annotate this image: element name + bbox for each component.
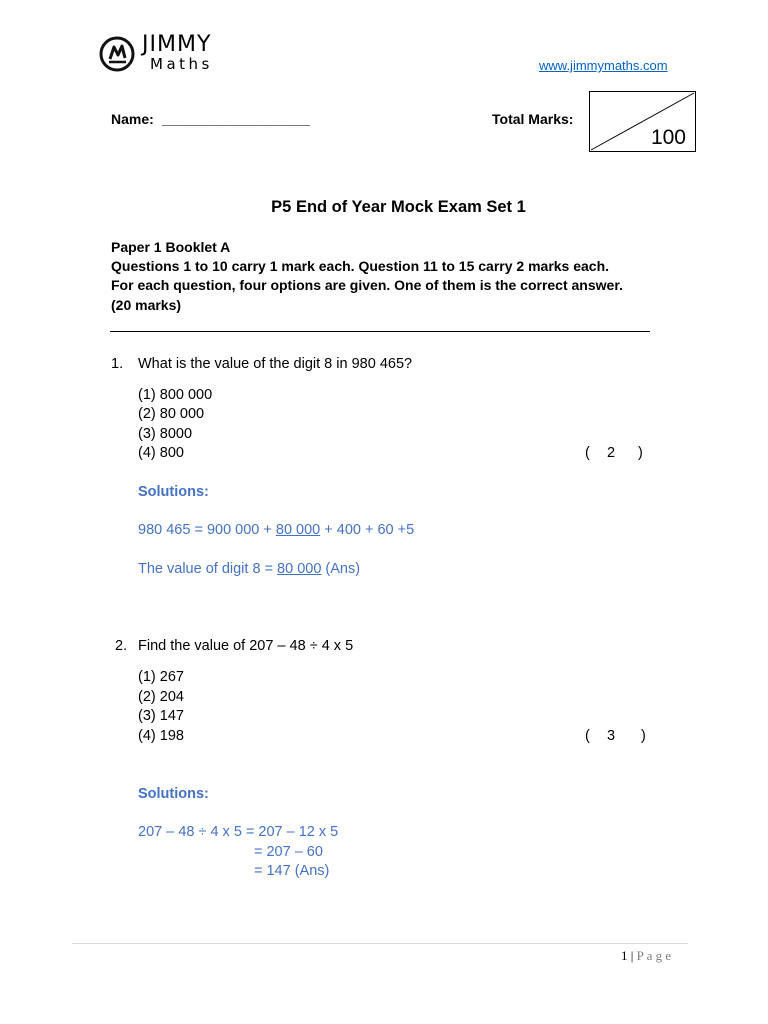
question-1-number: 1.: [111, 356, 124, 372]
question-1-option-1: (1) 800 000: [138, 387, 213, 403]
logo-emblem-icon: [98, 35, 136, 73]
logo-name: JIMMY: [142, 32, 212, 57]
question-1-option-3: (3) 8000: [138, 426, 193, 442]
solution-text: 980 465 = 900 000 +: [138, 522, 276, 538]
page-footer: [621, 948, 671, 964]
answer-bracket-open: (: [585, 445, 590, 461]
solution-text: The value of digit 8 =: [138, 561, 278, 577]
question-2-option-2: (2) 204: [138, 689, 184, 705]
question-2-text: Find the value of 207 – 48 ÷ 4 x 5: [138, 638, 354, 654]
total-marks-box: [589, 91, 696, 152]
question-2-step-3: = 147 (Ans): [254, 863, 330, 879]
exam-title: P5 End of Year Mock Exam Set 1: [271, 198, 526, 216]
question-2-solutions-label: Solutions:: [138, 786, 209, 802]
total-marks-value: 100: [650, 126, 686, 149]
question-2-step-2: = 207 – 60: [254, 844, 323, 860]
logo-sub: Maths: [150, 55, 213, 73]
answer-bracket-close: ): [638, 445, 643, 461]
question-2-number: 2.: [115, 638, 128, 654]
solution-underlined: 80 000: [277, 561, 322, 577]
question-1-text: What is the value of the digit 8 in 980 465?: [138, 356, 413, 372]
page-separator: |: [630, 948, 634, 963]
question-2-option-1: (1) 267: [138, 669, 184, 685]
instruction-1: Questions 1 to 10 carry 1 mark each. Question 11 to 15 carry 2 marks each.: [111, 258, 610, 274]
total-marks-label: Total Marks:: [492, 111, 574, 127]
paper-label: Paper 1 Booklet A: [111, 239, 231, 255]
footer-divider: [72, 943, 688, 944]
logo: [98, 33, 238, 75]
page-number: 1: [621, 948, 628, 963]
question-1-solutions-label: Solutions:: [138, 484, 209, 500]
page-label: P a g e: [636, 948, 672, 963]
question-1-solution-line-2: [138, 560, 360, 580]
question-1-option-4: (4) 800: [138, 445, 184, 461]
instruction-2: For each question, four options are given. One of them is the correct answer.: [111, 277, 623, 293]
question-2-option-3: (3) 147: [138, 708, 184, 724]
website-link[interactable]: www.jimmymaths.com: [539, 58, 668, 73]
question-1-option-2: (2) 80 000: [138, 406, 205, 422]
question-2-step-1: 207 – 48 ÷ 4 x 5 = 207 – 12 x 5: [138, 824, 339, 840]
question-2-option-4: (4) 198: [138, 728, 184, 744]
solution-underlined: 80 000: [275, 522, 321, 538]
name-blank: ___________________: [162, 111, 310, 127]
solution-text: (Ans): [321, 561, 361, 577]
question-1-solution-line-1: [138, 521, 414, 541]
answer-bracket-open: (: [585, 728, 590, 744]
answer-bracket-close: ): [641, 728, 646, 744]
question-1-answer: 2: [607, 445, 616, 461]
instruction-divider: [110, 331, 650, 332]
instruction-3: (20 marks): [111, 297, 182, 313]
question-2-answer: 3: [607, 728, 616, 744]
name-label: Name:: [111, 111, 154, 127]
solution-text: + 400 + 60 +5: [320, 522, 415, 538]
